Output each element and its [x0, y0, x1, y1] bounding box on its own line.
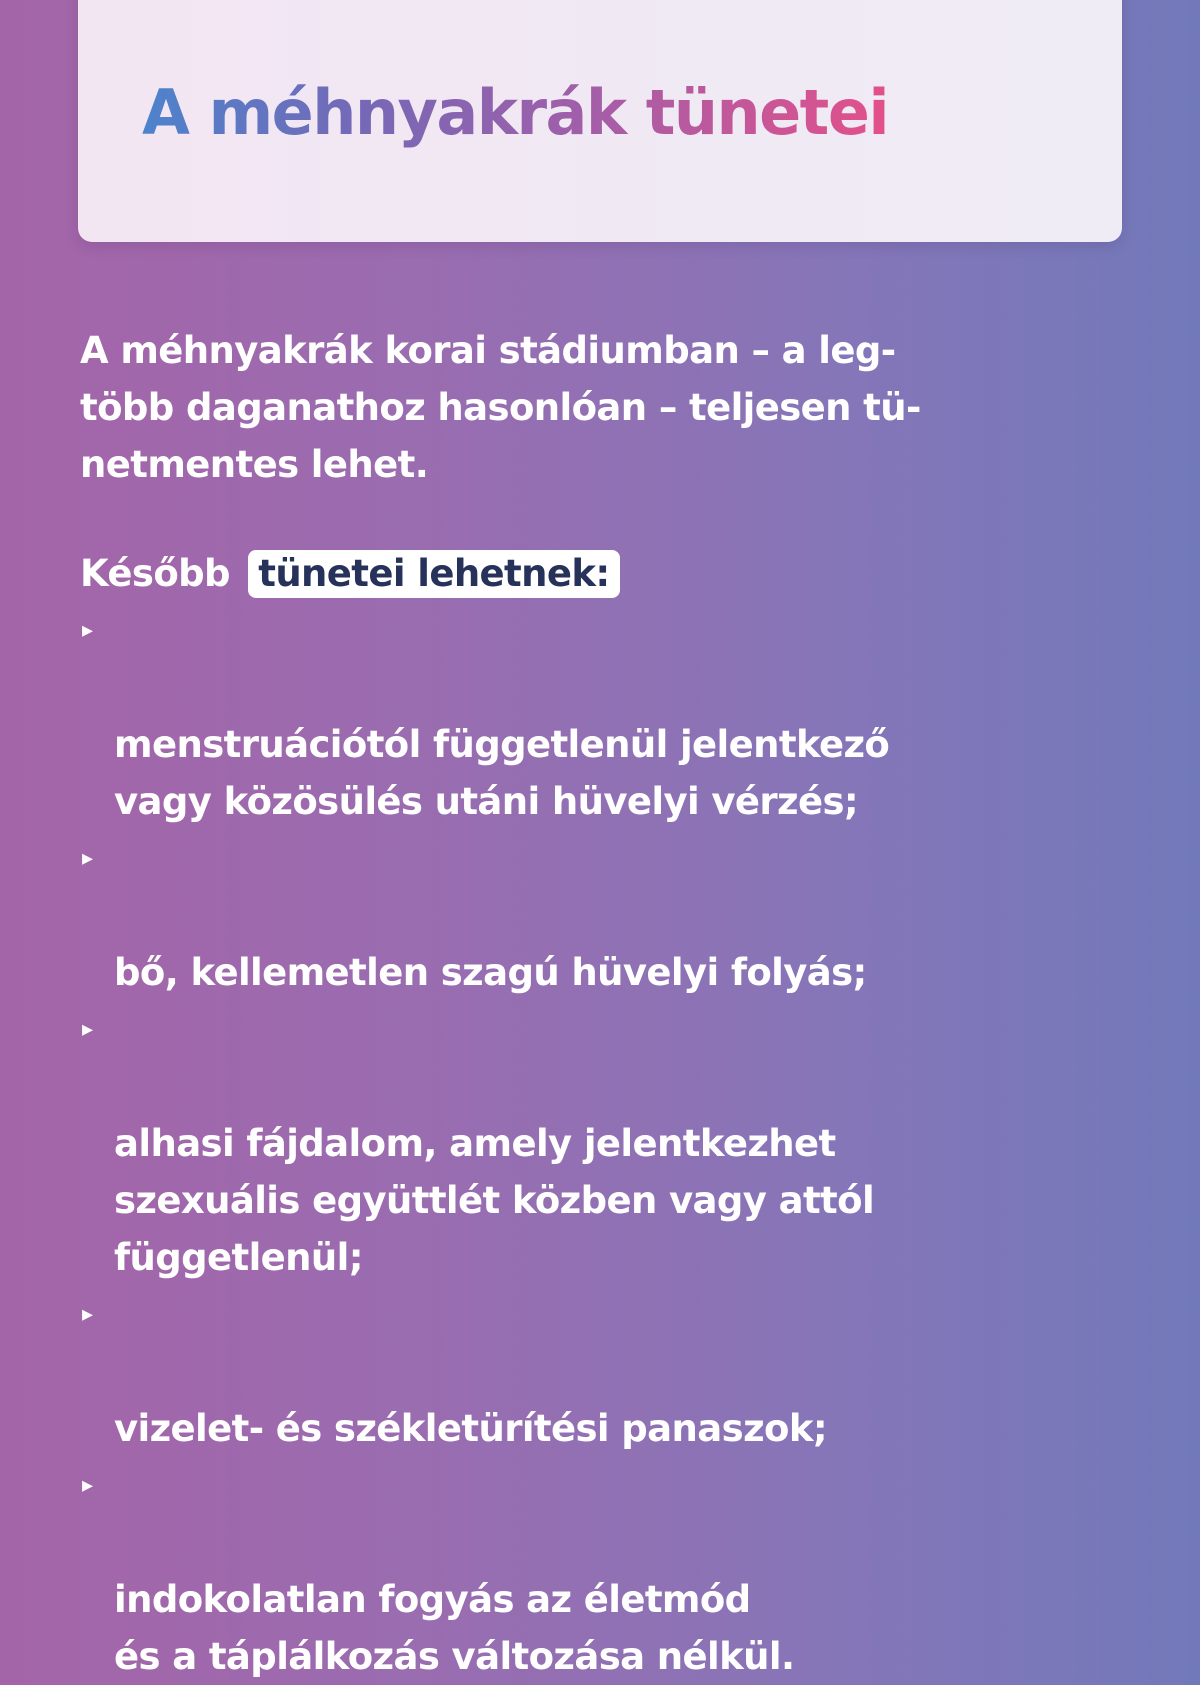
list-item — [80, 1457, 1140, 1685]
list-item — [80, 602, 1140, 830]
symptoms-heading — [80, 545, 1140, 602]
symptom-list — [80, 602, 1140, 1685]
symptom-text: bő, kellemetlen szagú hüvelyi folyás; — [114, 951, 867, 994]
triangle-bullet-icon: ▸ — [82, 1302, 93, 1327]
main-content — [80, 322, 1140, 1685]
triangle-bullet-icon: ▸ — [82, 1017, 93, 1042]
list-item — [80, 830, 1140, 1001]
intro-paragraph: A méhnyakrák korai stádiumban – a leg- több daganathoz hasonlóan – teljesen tü- netmentes lehet. — [80, 329, 921, 486]
symptom-text: alhasi fájdalom, amely jelentkezhet szexuális együttlét közben vagy attól függetlenül; — [114, 1122, 875, 1279]
symptoms-heading-highlight: tünetei lehetnek: — [248, 550, 619, 598]
triangle-bullet-icon: ▸ — [82, 618, 93, 643]
symptom-text: indokolatlan fogyás az életmód és a táplálkozás változása nélkül. — [114, 1578, 795, 1678]
page-title: A méhnyakrák tünetei — [142, 68, 888, 158]
symptom-text: vizelet- és székletürítési panaszok; — [114, 1407, 828, 1450]
triangle-bullet-icon: ▸ — [82, 846, 93, 871]
list-item — [80, 1286, 1140, 1457]
symptoms-heading-prefix: Később — [80, 552, 230, 595]
triangle-bullet-icon: ▸ — [82, 1473, 93, 1498]
symptom-text: menstruációtól függetlenül jelentkező vagy közösülés utáni hüvelyi vérzés; — [114, 723, 890, 823]
list-item — [80, 1001, 1140, 1286]
